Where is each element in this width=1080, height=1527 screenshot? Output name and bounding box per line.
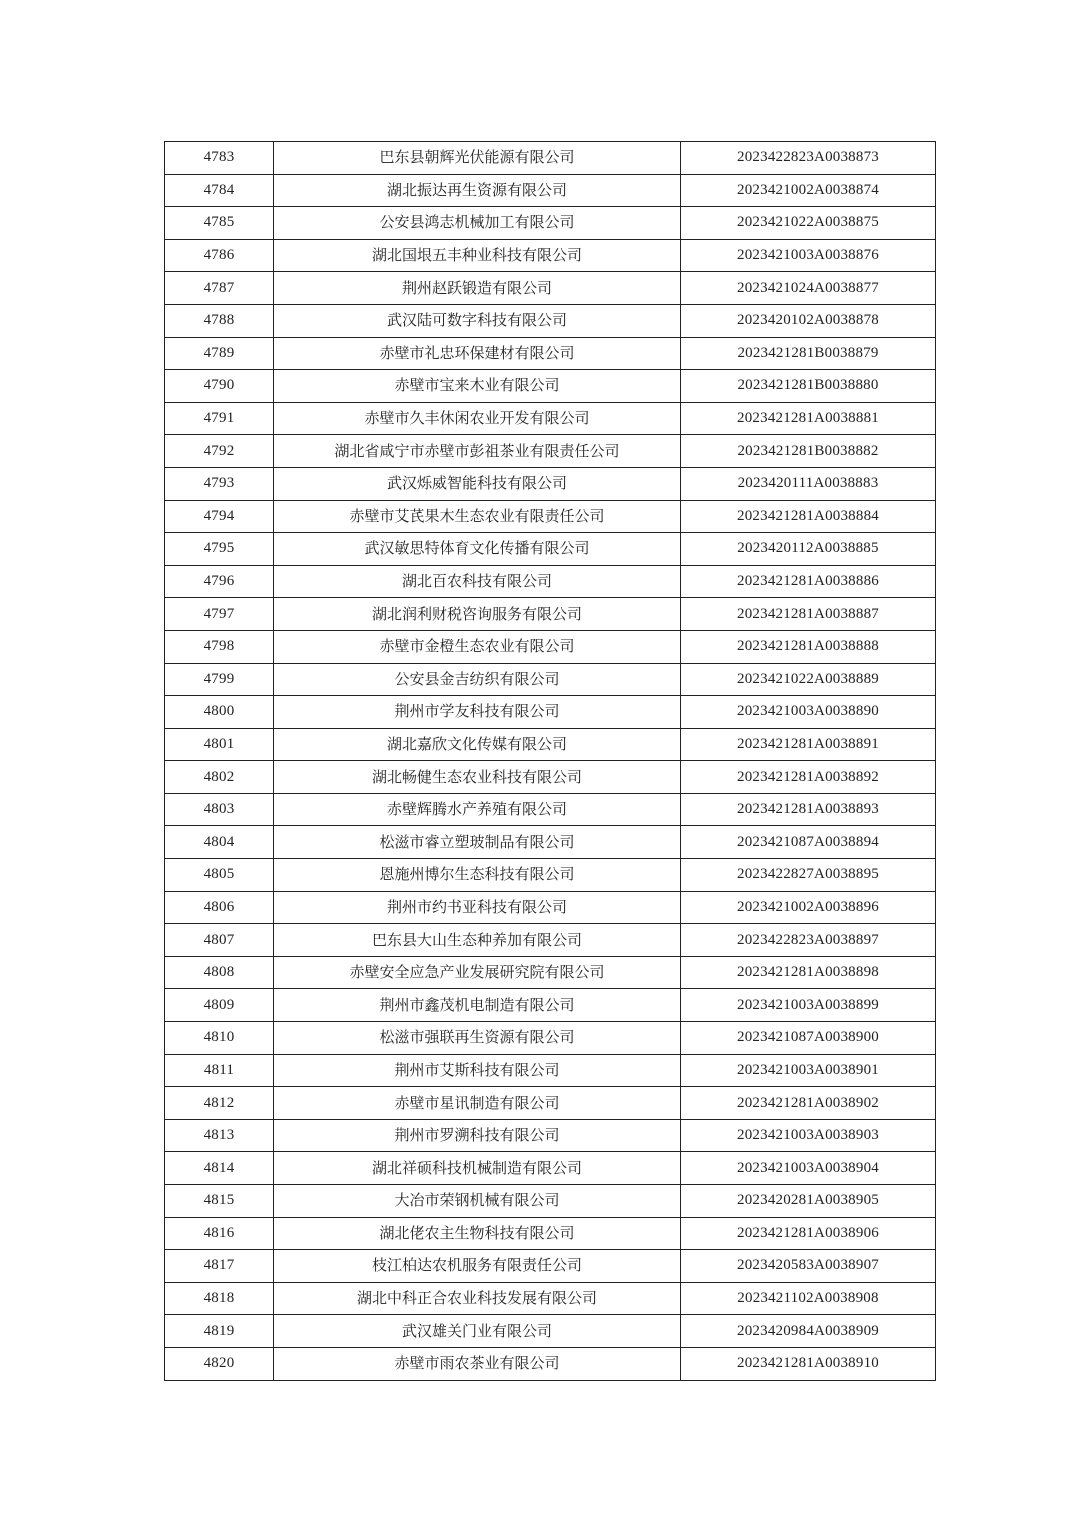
row-number-cell: 4804: [165, 826, 274, 859]
company-name-cell: 公安县金吉纺织有限公司: [274, 663, 681, 696]
table-row: [165, 663, 936, 696]
company-name-cell: 湖北国垠五丰种业科技有限公司: [274, 239, 681, 272]
row-number-cell: 4805: [165, 859, 274, 892]
table-row: [165, 402, 936, 435]
table-row: [165, 1152, 936, 1185]
row-number-cell: 4819: [165, 1315, 274, 1348]
registration-code-cell: 2023421003A0038903: [681, 1119, 936, 1152]
table-row: [165, 793, 936, 826]
registration-code-cell: 2023421087A0038894: [681, 826, 936, 859]
table-row: [165, 598, 936, 631]
table-row: [165, 630, 936, 663]
row-number-cell: 4798: [165, 630, 274, 663]
company-name-cell: 湖北省咸宁市赤壁市彭祖茶业有限责任公司: [274, 435, 681, 468]
company-name-cell: 荆州市约书亚科技有限公司: [274, 891, 681, 924]
table-row: [165, 924, 936, 957]
registration-code-cell: 2023421102A0038908: [681, 1282, 936, 1315]
row-number-cell: 4800: [165, 696, 274, 729]
registration-code-cell: 2023421281A0038887: [681, 598, 936, 631]
row-number-cell: 4787: [165, 272, 274, 305]
row-number-cell: 4788: [165, 304, 274, 337]
row-number-cell: 4814: [165, 1152, 274, 1185]
table-row: [165, 467, 936, 500]
table-row: [165, 142, 936, 175]
row-number-cell: 4793: [165, 467, 274, 500]
company-name-cell: 武汉陆可数字科技有限公司: [274, 304, 681, 337]
table-row: [165, 1315, 936, 1348]
table-row: [165, 956, 936, 989]
company-name-cell: 湖北振达再生资源有限公司: [274, 174, 681, 207]
registration-code-cell: 2023420281A0038905: [681, 1185, 936, 1218]
row-number-cell: 4815: [165, 1185, 274, 1218]
registration-code-cell: 2023421002A0038874: [681, 174, 936, 207]
row-number-cell: 4809: [165, 989, 274, 1022]
company-name-cell: 赤壁市礼忠环保建材有限公司: [274, 337, 681, 370]
company-name-cell: 荆州赵跃锻造有限公司: [274, 272, 681, 305]
company-name-cell: 湖北嘉欣文化传媒有限公司: [274, 728, 681, 761]
row-number-cell: 4796: [165, 565, 274, 598]
row-number-cell: 4785: [165, 207, 274, 240]
company-name-cell: 湖北润利财税咨询服务有限公司: [274, 598, 681, 631]
table-row: [165, 435, 936, 468]
company-name-cell: 赤壁市雨农茶业有限公司: [274, 1347, 681, 1380]
company-name-cell: 赤壁市星讯制造有限公司: [274, 1087, 681, 1120]
row-number-cell: 4794: [165, 500, 274, 533]
row-number-cell: 4792: [165, 435, 274, 468]
table-row: [165, 370, 936, 403]
registration-code-cell: 2023421281A0038888: [681, 630, 936, 663]
registration-code-cell: 2023421003A0038890: [681, 696, 936, 729]
company-name-cell: 赤壁市久丰休闲农业开发有限公司: [274, 402, 681, 435]
table-row: [165, 1250, 936, 1283]
row-number-cell: 4790: [165, 370, 274, 403]
table-row: [165, 1087, 936, 1120]
registration-code-cell: 2023422823A0038873: [681, 142, 936, 175]
row-number-cell: 4820: [165, 1347, 274, 1380]
company-name-cell: 湖北佬农主生物科技有限公司: [274, 1217, 681, 1250]
company-name-cell: 武汉烁威智能科技有限公司: [274, 467, 681, 500]
table-row: [165, 1185, 936, 1218]
company-name-cell: 湖北中科正合农业科技发展有限公司: [274, 1282, 681, 1315]
row-number-cell: 4786: [165, 239, 274, 272]
registration-code-cell: 2023421022A0038875: [681, 207, 936, 240]
row-number-cell: 4791: [165, 402, 274, 435]
company-name-cell: 荆州市艾斯科技有限公司: [274, 1054, 681, 1087]
enterprise-registry-table: [164, 141, 936, 1381]
company-name-cell: 湖北祥硕科技机械制造有限公司: [274, 1152, 681, 1185]
registration-code-cell: 2023421281A0038881: [681, 402, 936, 435]
company-name-cell: 荆州市罗溯科技有限公司: [274, 1119, 681, 1152]
table-row: [165, 1054, 936, 1087]
company-name-cell: 松滋市睿立塑玻制品有限公司: [274, 826, 681, 859]
row-number-cell: 4802: [165, 761, 274, 794]
registration-code-cell: 2023421281B0038879: [681, 337, 936, 370]
registration-code-cell: 2023422827A0038895: [681, 859, 936, 892]
row-number-cell: 4812: [165, 1087, 274, 1120]
registration-code-cell: 2023420112A0038885: [681, 533, 936, 566]
registration-code-cell: 2023421281A0038898: [681, 956, 936, 989]
row-number-cell: 4784: [165, 174, 274, 207]
registration-code-cell: 2023421003A0038876: [681, 239, 936, 272]
table-row: [165, 891, 936, 924]
company-name-cell: 公安县鸿志机械加工有限公司: [274, 207, 681, 240]
registration-code-cell: 2023421281A0038891: [681, 728, 936, 761]
table-row: [165, 1119, 936, 1152]
row-number-cell: 4816: [165, 1217, 274, 1250]
row-number-cell: 4789: [165, 337, 274, 370]
registration-code-cell: 2023420583A0038907: [681, 1250, 936, 1283]
registration-code-cell: 2023421022A0038889: [681, 663, 936, 696]
company-name-cell: 湖北百农科技有限公司: [274, 565, 681, 598]
company-name-cell: 赤壁辉腾水产养殖有限公司: [274, 793, 681, 826]
company-name-cell: 赤壁市宝来木业有限公司: [274, 370, 681, 403]
company-name-cell: 荆州市鑫茂机电制造有限公司: [274, 989, 681, 1022]
company-name-cell: 恩施州博尔生态科技有限公司: [274, 859, 681, 892]
table-row: [165, 533, 936, 566]
table-row: [165, 239, 936, 272]
row-number-cell: 4783: [165, 142, 274, 175]
registration-code-cell: 2023420102A0038878: [681, 304, 936, 337]
table-row: [165, 761, 936, 794]
registration-code-cell: 2023421002A0038896: [681, 891, 936, 924]
registration-code-cell: 2023422823A0038897: [681, 924, 936, 957]
row-number-cell: 4806: [165, 891, 274, 924]
company-name-cell: 大冶市荣钢机械有限公司: [274, 1185, 681, 1218]
registration-code-cell: 2023421003A0038899: [681, 989, 936, 1022]
company-name-cell: 松滋市强联再生资源有限公司: [274, 1022, 681, 1055]
registration-code-cell: 2023421281A0038902: [681, 1087, 936, 1120]
registration-code-cell: 2023421003A0038904: [681, 1152, 936, 1185]
registration-code-cell: 2023420111A0038883: [681, 467, 936, 500]
registration-code-cell: 2023421003A0038901: [681, 1054, 936, 1087]
registration-code-cell: 2023421281A0038884: [681, 500, 936, 533]
row-number-cell: 4817: [165, 1250, 274, 1283]
company-name-cell: 赤壁安全应急产业发展研究院有限公司: [274, 956, 681, 989]
table-row: [165, 826, 936, 859]
row-number-cell: 4810: [165, 1022, 274, 1055]
row-number-cell: 4801: [165, 728, 274, 761]
row-number-cell: 4799: [165, 663, 274, 696]
registration-code-cell: 2023421281B0038880: [681, 370, 936, 403]
registration-code-cell: 2023421281A0038886: [681, 565, 936, 598]
registration-code-cell: 2023420984A0038909: [681, 1315, 936, 1348]
company-name-cell: 枝江柏达农机服务有限责任公司: [274, 1250, 681, 1283]
table-row: [165, 728, 936, 761]
company-name-cell: 武汉雄关门业有限公司: [274, 1315, 681, 1348]
company-name-cell: 湖北畅健生态农业科技有限公司: [274, 761, 681, 794]
registration-code-cell: 2023421281A0038892: [681, 761, 936, 794]
row-number-cell: 4808: [165, 956, 274, 989]
registration-code-cell: 2023421024A0038877: [681, 272, 936, 305]
table-row: [165, 696, 936, 729]
row-number-cell: 4818: [165, 1282, 274, 1315]
table-row: [165, 1022, 936, 1055]
registration-code-cell: 2023421281B0038882: [681, 435, 936, 468]
row-number-cell: 4807: [165, 924, 274, 957]
registration-code-cell: 2023421281A0038910: [681, 1347, 936, 1380]
table-row: [165, 565, 936, 598]
table-row: [165, 1217, 936, 1250]
table-row: [165, 174, 936, 207]
table-body: [165, 142, 936, 1381]
registration-code-cell: 2023421281A0038893: [681, 793, 936, 826]
company-name-cell: 荆州市学友科技有限公司: [274, 696, 681, 729]
row-number-cell: 4811: [165, 1054, 274, 1087]
table-row: [165, 1282, 936, 1315]
row-number-cell: 4813: [165, 1119, 274, 1152]
row-number-cell: 4797: [165, 598, 274, 631]
registration-code-cell: 2023421281A0038906: [681, 1217, 936, 1250]
table-row: [165, 304, 936, 337]
company-name-cell: 巴东县朝辉光伏能源有限公司: [274, 142, 681, 175]
company-name-cell: 武汉敏思特体育文化传播有限公司: [274, 533, 681, 566]
table-row: [165, 207, 936, 240]
registration-code-cell: 2023421087A0038900: [681, 1022, 936, 1055]
row-number-cell: 4795: [165, 533, 274, 566]
company-name-cell: 巴东县大山生态种养加有限公司: [274, 924, 681, 957]
company-name-cell: 赤壁市金橙生态农业有限公司: [274, 630, 681, 663]
table-row: [165, 500, 936, 533]
company-name-cell: 赤壁市艾芪果木生态农业有限责任公司: [274, 500, 681, 533]
table-row: [165, 337, 936, 370]
table-row: [165, 859, 936, 892]
table-row: [165, 1347, 936, 1380]
table-row: [165, 989, 936, 1022]
table-row: [165, 272, 936, 305]
row-number-cell: 4803: [165, 793, 274, 826]
